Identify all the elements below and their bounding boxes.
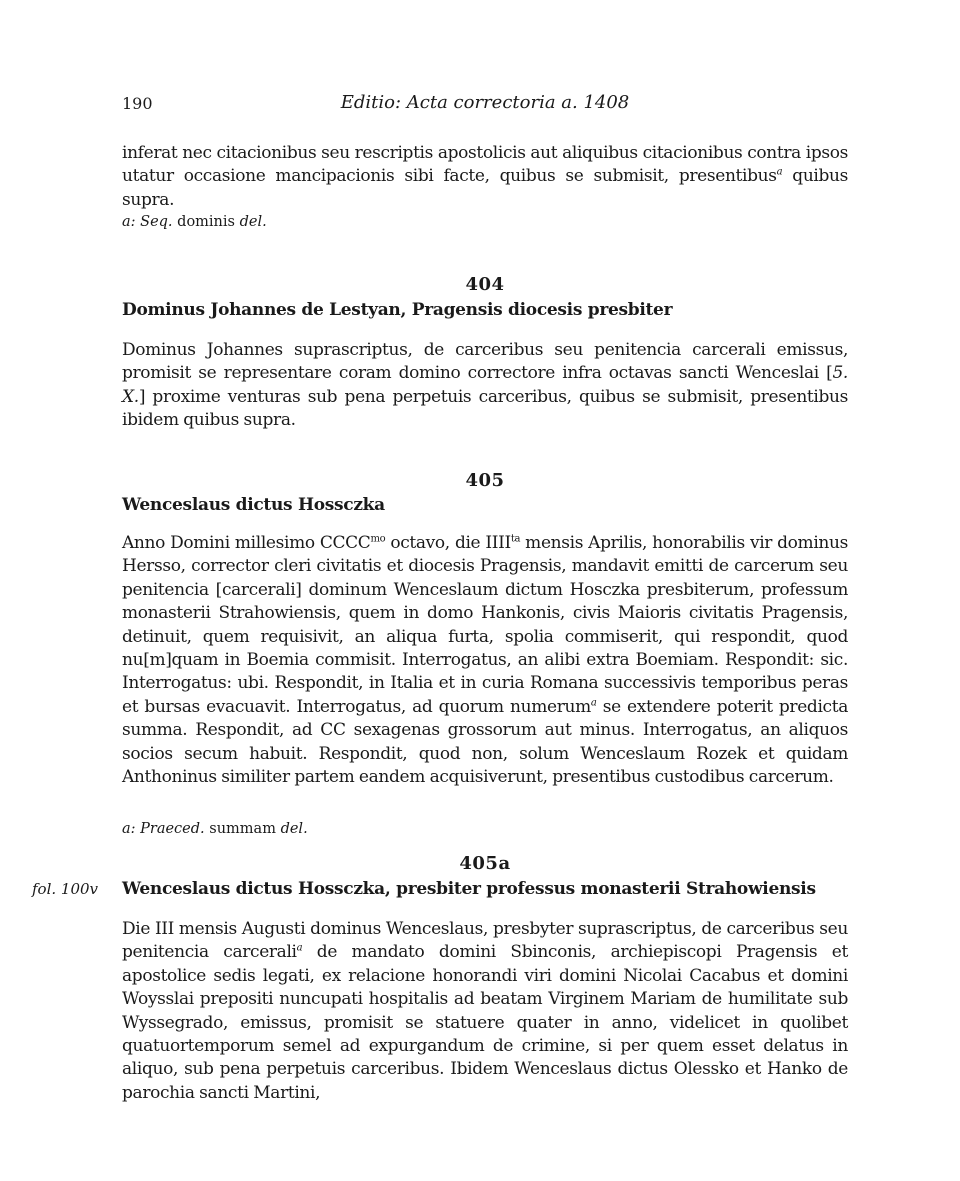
document-number-405a: 405a: [459, 853, 511, 874]
footnote-ref: a: [776, 166, 783, 178]
page-header: [122, 92, 848, 118]
document-body-405: [122, 532, 848, 789]
document-heading-405: Wenceslaus dictus Hossczka: [122, 495, 385, 515]
footnote-intro: a: Seq. dominis del.: [122, 214, 267, 230]
document-heading-404: Dominus Johannes de Lestyan, Pragensis diocesis presbiter: [122, 300, 673, 320]
intro-paragraph-block: [122, 142, 848, 212]
footnote-ref: a: [590, 697, 597, 709]
document-heading-405a: Wenceslaus dictus Hossczka, presbiter professus monasterii Strahowiensis: [122, 879, 816, 899]
superscript-ta: ta: [510, 533, 521, 545]
intro-paragraph: inferat nec citacionibus seu rescriptis apostolicis aut aliquibus citacionibus contra ipsos utatur occasione mancipacionis sibi facte, quibus se submisit, presentibus$^a$ quibus supra.: [122, 143, 849, 210]
running-title: Editio: Acta correctoria a. 1408: [340, 92, 630, 113]
footnote-405: a: Praeced. summam del.: [122, 821, 308, 837]
document-body-404: [122, 339, 848, 433]
page-number: 190: [122, 94, 153, 113]
document-body-405a: [122, 918, 848, 1105]
superscript-mo: mo: [370, 533, 386, 545]
date-annotation: 5. X.: [122, 363, 848, 407]
paragraph-404: Dominus Johannes suprascriptus, de carceribus seu penitencia carcerali emissus, promisit se representare coram domino correctore infra octavas sancti Wenceslai [5. X.] proxime venturas sub pena perpetuis carceribus, quibus se submisit, presentibus ibidem quibus supra.: [122, 340, 848, 431]
folio-margin-note: fol. 100v: [32, 880, 99, 898]
paragraph-405a: Die III mensis Augusti dominus Wenceslaus, presbyter suprascriptus, de carceribus seu penitencia carcerali$^a$ de mandato domini Sbinconis, archiepiscopi Pragensis et apostolice sedis legati, ex relacione honorandi viri domini Nicolai Cacabus et domini Woysslai prepositi nuncupati hospitalis ad beatam Virginem Mariam de humilitate sub Wyssegrado, emissus, promisit se statuere quater in anno, videlicet in quolibet quatuortemporum semel ad expurgandum de crimine, si per quem esset delatus in aliquo, sub pena perpetuis carceribus. Ibidem Wenceslaus dictus Olessko et Hanko de parochia sancti Martini,: [122, 919, 848, 1103]
paragraph-405: Anno Domini millesimo $CCCC^{mo}$ octavo, die $IIII^{ta}$ mensis Aprilis, honorabilis vir dominus Hersso, corrector cleri civitatis et diocesis Pragensis, mandavit emitti de carcerum seu penitencia [carcerali] dominum Wenceslaum dictum Hosczka presbiterum, professum monasterii Strahowiensis, quem in domo Hankonis, civis Maioris civitatis Pragensis, detinuit, quem requisivit, an aliqua furta, spolia commiserit, qui respondit, quod nu[m]quam in Boemia commisit. Interrogatus, an alibi extra Boemiam. Respondit: sic. Interrogatus: ubi. Respondit, in Italia et in curia Romana successivis temporibus peras et bursas evacuavit. Interrogatus, ad quorum numerum$^a$ se extendere poterit predicta summa. Respondit, ad CC sexagenas grossorum aut minus. Interrogatus, an aliquos socios secum habuit. Respondit, quod non, solum Wenceslaum Rozek et quidam Anthoninus similiter partem eandem acquisiverunt, presentibus custodibus carcerum.: [122, 533, 848, 788]
document-number-404: 404: [465, 274, 505, 295]
document-number-405: 405: [465, 470, 505, 491]
footnote-ref: a: [296, 942, 303, 954]
